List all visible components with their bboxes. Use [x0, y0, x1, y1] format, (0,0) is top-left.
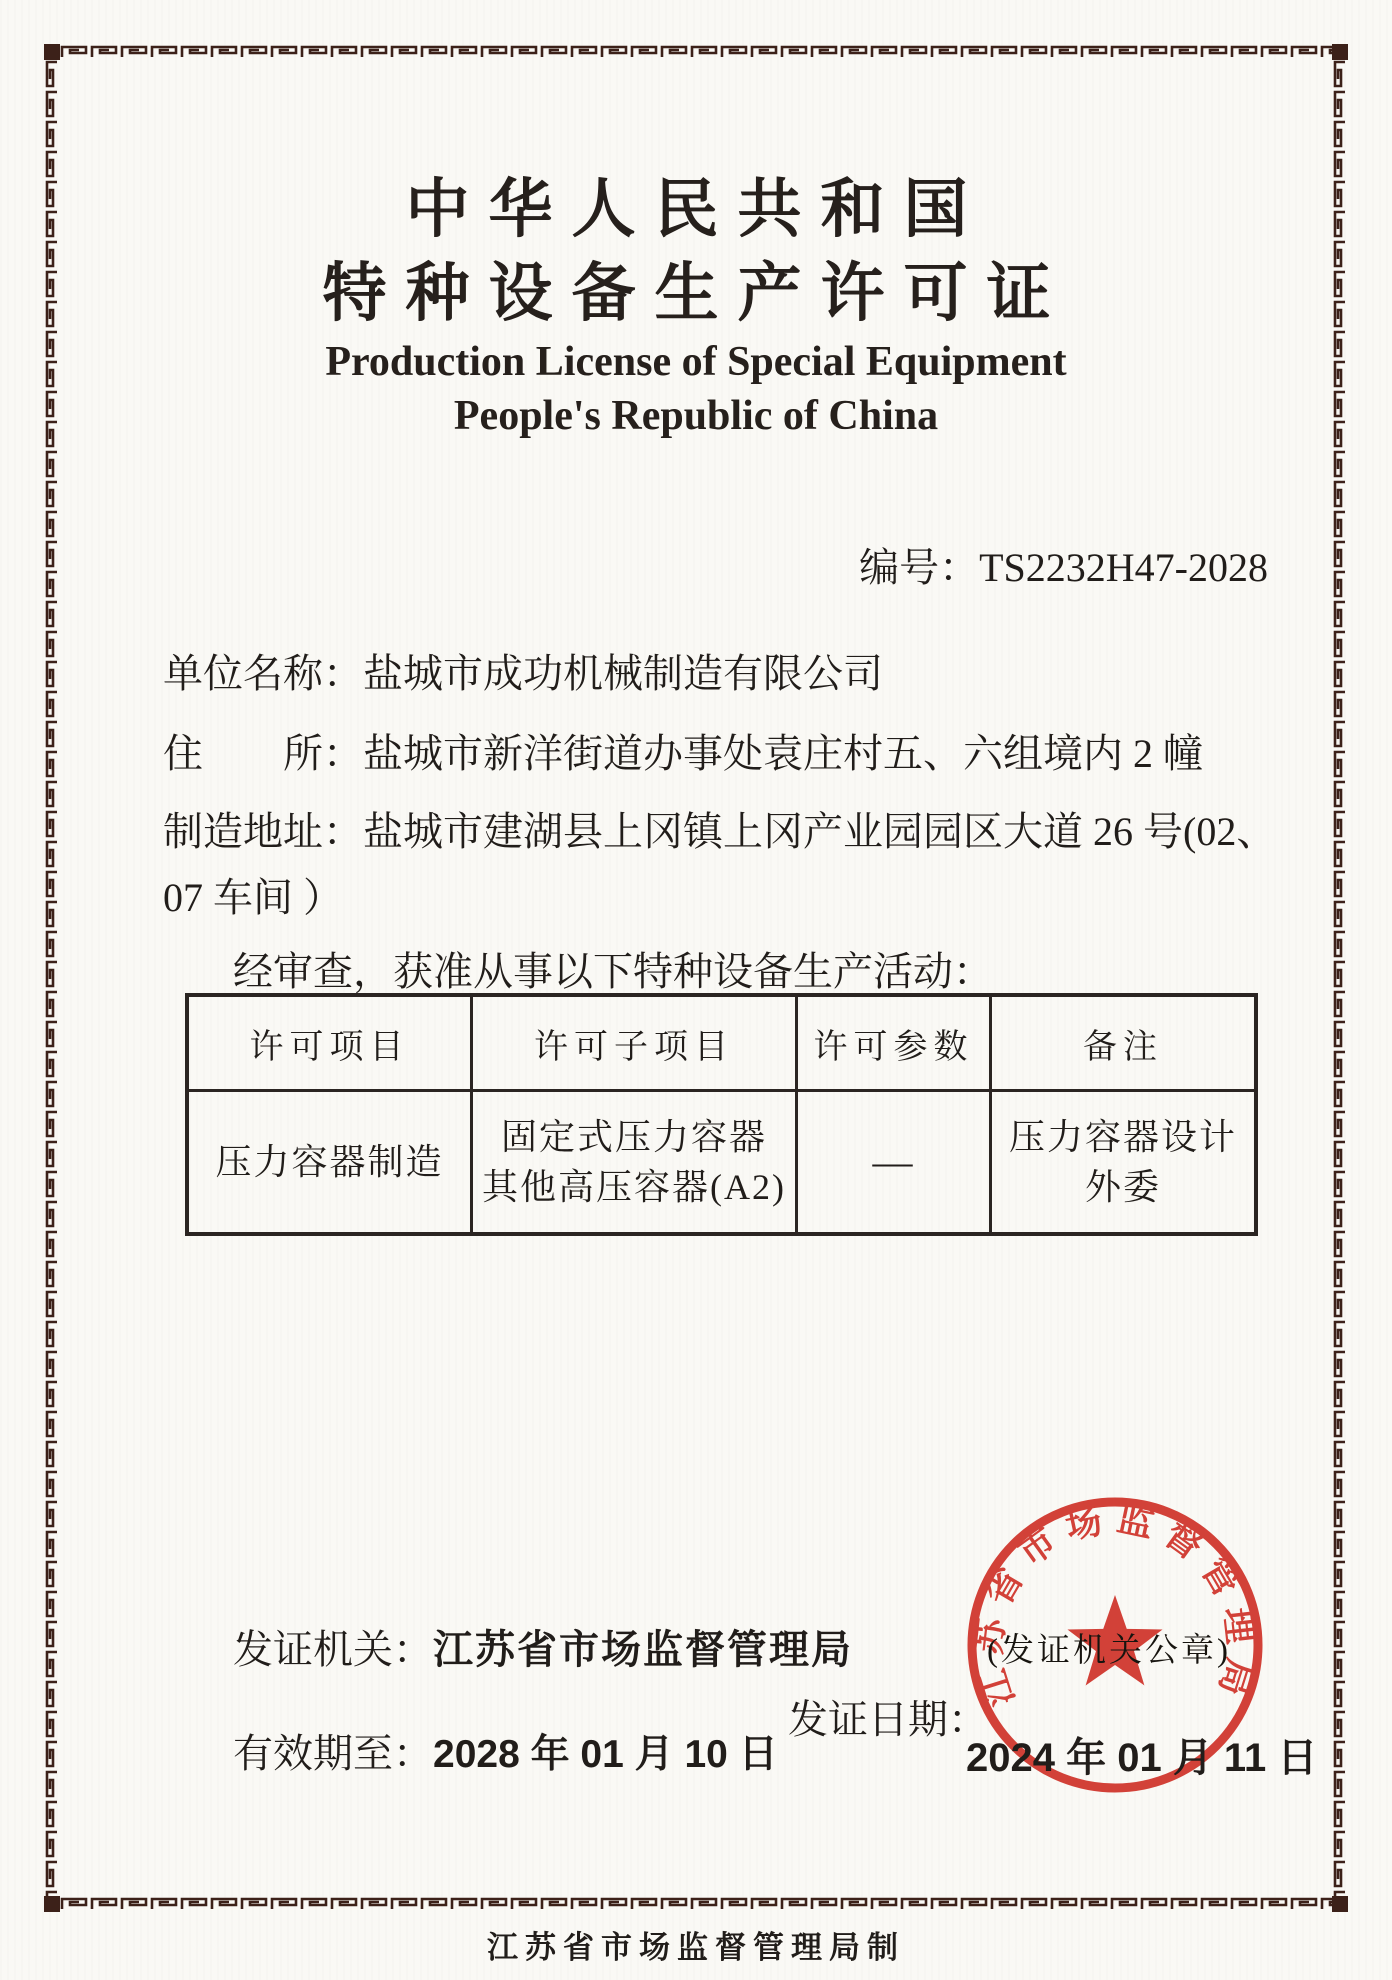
- table-cell-item: 压力容器制造: [189, 1092, 473, 1232]
- table-cell-param: —: [798, 1092, 992, 1232]
- address-label: 住 所：: [163, 731, 363, 776]
- issue-date-label: 发证日期：: [788, 1697, 988, 1742]
- unit-name-label: 单位名称：: [163, 651, 363, 696]
- table-header-sub-item: 许可子项目: [473, 997, 798, 1092]
- title-en-line1: Production License of Special Equipment: [325, 339, 1067, 385]
- seal-caption: (发证机关公章): [987, 1633, 1231, 1669]
- valid-until-label: 有效期至：: [233, 1731, 433, 1776]
- valid-until-line: [233, 1722, 778, 1779]
- title-cn-line2: 特种设备生产许可证: [322, 258, 1070, 329]
- border-pattern-bottom: [60, 1896, 1332, 1912]
- issue-date-value: 2024 年 01 月 11 日: [966, 1736, 1318, 1780]
- serial-value: TS2232H47-2028: [979, 545, 1268, 590]
- table-header-remark: 备注: [992, 997, 1254, 1092]
- title-en-line2: People's Republic of China: [453, 393, 939, 439]
- table-cell-remark-line2: 外委: [1084, 1167, 1161, 1207]
- approval-statement: 经审查，获准从事以下特种设备生产活动：: [233, 949, 993, 994]
- seal-ring-text: 江苏省市场监督管理局: [968, 1498, 1262, 1711]
- table-cell-sub-item-line1: 固定式压力容器: [500, 1117, 767, 1157]
- address-line: [163, 722, 1203, 779]
- table-header-param: 许可参数: [798, 997, 992, 1092]
- table-header-item: 许可项目: [189, 997, 473, 1092]
- issuer-line: [233, 1618, 853, 1675]
- border-corner-bottom-right: [1332, 1896, 1348, 1912]
- license-table: [185, 993, 1258, 1236]
- table-cell-sub-item-line2: 其他高压容器(A2): [482, 1167, 786, 1207]
- mfg-address-line: [163, 800, 1276, 857]
- border-pattern-left: [44, 60, 60, 1896]
- table-cell-remark-line1: 压力容器设计: [1008, 1117, 1237, 1157]
- valid-until-value: 2028 年 01 月 10 日: [433, 1733, 778, 1776]
- footer-made-by: 江苏省市场监督管理局制: [487, 1930, 905, 1965]
- issuer-value: 江苏省市场监督管理局: [433, 1627, 853, 1672]
- border-corner-top-right: [1332, 44, 1348, 60]
- table-cell-sub-item: [473, 1092, 798, 1232]
- border-corner-top-left: [44, 44, 60, 60]
- unit-name-value: 盐城市成功机械制造有限公司: [363, 651, 883, 696]
- unit-name-line: [163, 642, 883, 699]
- mfg-address-line2: 07 车间 ）: [163, 875, 343, 920]
- address-value: 盐城市新洋街道办事处袁庄村五、六组境内 2 幢: [363, 731, 1203, 776]
- border-pattern-right: [1332, 60, 1348, 1896]
- border-corner-bottom-left: [44, 1896, 60, 1912]
- mfg-address-label: 制造地址：: [163, 809, 363, 854]
- issuer-label: 发证机关：: [233, 1627, 433, 1672]
- table-cell-remark: [992, 1092, 1254, 1232]
- serial-number-line: [859, 536, 1268, 593]
- serial-label: 编号：: [859, 545, 980, 590]
- title-cn-line1: 中华人民共和国: [405, 174, 987, 245]
- mfg-address-value: 盐城市建湖县上冈镇上冈产业园园区大道 26 号(02、: [363, 809, 1277, 854]
- border-pattern-top: [60, 44, 1332, 60]
